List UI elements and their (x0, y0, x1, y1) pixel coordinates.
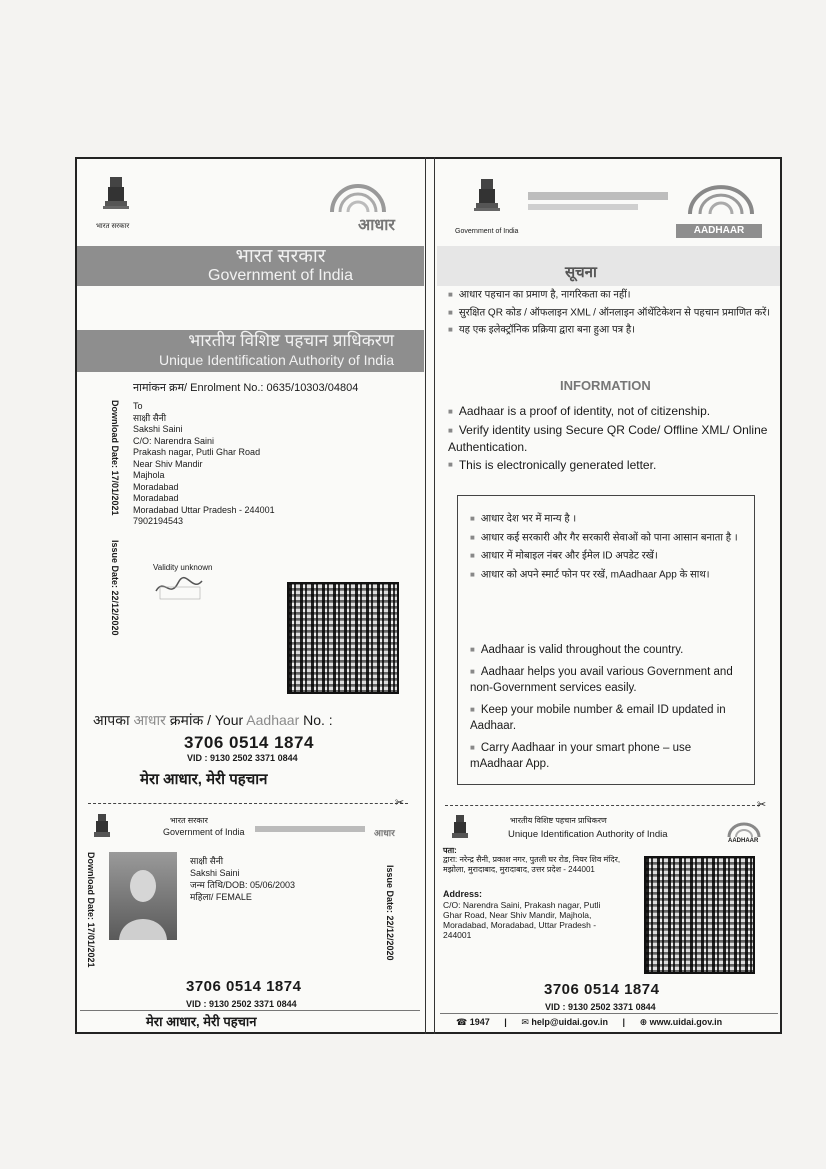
validity-text: Validity unknown (153, 563, 213, 572)
card-tagline: मेरा आधार, मेरी पहचान (146, 1014, 257, 1029)
box-english-item: ■ Carry Aadhaar in your smart phone – use mAadhaar App. (470, 740, 745, 772)
globe-icon: ⊕ (639, 1017, 648, 1027)
address-line: Sakshi Saini (133, 424, 183, 434)
card-issue-date: Issue Date: 22/12/2020 (385, 865, 395, 961)
photo (109, 852, 177, 940)
emblem-caption: भारत सरकार (96, 223, 130, 230)
address-english-label: Address: (443, 889, 483, 899)
address-line: Prakash nagar, Putli Ghar Road (133, 447, 261, 457)
card-dob: जन्म तिथि/DOB: 05/06/2003 (190, 880, 296, 890)
aadhaar-logo-icon (680, 180, 762, 216)
email-icon: ✉ (521, 1017, 529, 1027)
notice-list (448, 288, 773, 338)
card-download-date: Download Date: 17/01/2021 (86, 852, 96, 968)
card-back-aadhaar-number: 3706 0514 1874 (544, 981, 660, 998)
card-aadhaar-number: 3706 0514 1874 (186, 978, 302, 995)
aadhaar-logo-text: AADHAAR (676, 224, 762, 238)
address-line: Moradabad Uttar Pradesh - 244001 (133, 504, 275, 515)
email-address: help@uidai.gov.in (531, 1017, 609, 1027)
govt-english: Government of India (208, 267, 353, 284)
address-hindi-label: पता: (443, 846, 457, 855)
box-english-list (470, 642, 745, 772)
label-part: Aadhaar (246, 712, 300, 728)
notice-header-bar (437, 246, 780, 286)
box-hindi-item: ■ आधार को अपने स्मार्ट फोन पर रखें, mAadhaar App के साथ। (470, 568, 745, 583)
cut-line (88, 803, 408, 804)
address-line: Moradabad (133, 493, 179, 503)
box-hindi-list (470, 512, 745, 583)
emblem-icon (92, 812, 112, 840)
address-line: Near Shiv Mandir (133, 458, 203, 469)
box-hindi-item: ■ आधार में मोबाइल नंबर और ईमेल ID अपडेट रखें। (470, 549, 745, 564)
aadhaar-logo-text: आधार (358, 217, 395, 234)
cut-line (445, 805, 760, 806)
notice-item: ■ आधार पहचान का प्रमाण है, नागरिकता का नहीं। (448, 288, 773, 303)
center-divider (425, 157, 435, 1034)
card-back-vid: VID : 9130 2502 3371 0844 (545, 1002, 656, 1012)
govt-banner (77, 246, 424, 286)
address-english: C/O: Narendra Saini, Prakash nagar, Putli Ghar Road, Near Shiv Mandir, Majhola, Moradabad, Moradabad, Uttar Pradesh - 244001 (443, 900, 601, 940)
notice-title: सूचना (565, 264, 597, 281)
right-emblem-caption: Government of India (455, 228, 519, 235)
label-part: No. : (303, 712, 333, 728)
box-english-item: ■ Aadhaar helps you avail various Government and non-Government services easily. (470, 664, 745, 696)
uidai-english: Unique Identification Authority of India (158, 352, 394, 368)
card-name-hindi: साक्षी सैनी (190, 856, 224, 866)
qr-code (644, 856, 755, 974)
info-list (448, 403, 773, 473)
signature-stamp-icon (152, 573, 207, 601)
card-aadhaar-logo: AADHAAR (728, 838, 759, 844)
address-hindi: द्वारा: नरेन्द्र सैनी, प्रकाश नगर, पुतली घर रोड, नियर शिव मंदिर, मझोला, मुरादाबाद, मुरादाबाद, उत्तर प्रदेश - 244001 (443, 855, 621, 874)
aadhaar-logo-icon (322, 178, 412, 216)
phone-number: 1947 (469, 1017, 490, 1027)
address-line: C/O: Narendra Saini (133, 435, 215, 446)
header-stripe (528, 204, 638, 210)
card-header-stripe (255, 826, 365, 832)
aadhaar-number: 3706 0514 1874 (184, 733, 314, 752)
card-divider (80, 1010, 420, 1011)
issue-date: Issue Date: 22/12/2020 (110, 540, 120, 636)
address-line: Moradabad (133, 481, 179, 492)
header-stripe (528, 192, 668, 200)
scissors-icon: ✂ (757, 799, 767, 811)
card-vid: VID : 9130 2502 3371 0844 (186, 999, 297, 1009)
card-name-english: Sakshi Saini (190, 868, 240, 878)
tagline: मेरा आधार, मेरी पहचान (140, 771, 268, 788)
info-item: ■ Aadhaar is a proof of identity, not of citizenship. (448, 403, 773, 420)
notice-item: ■ सुरक्षित QR कोड / ऑफलाइन XML / ऑनलाइन ऑथेंटिकेशन से पहचान प्रमाणित करें। (448, 306, 773, 321)
card-divider (440, 1013, 778, 1014)
info-box (457, 495, 755, 785)
address-line: साक्षी सैनी (133, 412, 167, 423)
aadhaar-logo-icon (724, 820, 764, 838)
address-line: Majhola (133, 470, 165, 480)
download-date: Download Date: 17/01/2021 (110, 400, 120, 516)
label-part: आधार (133, 712, 166, 728)
card-gender: महिला/ FEMALE (190, 892, 252, 902)
label-part: क्रमांक / Your (169, 712, 244, 728)
recipient-address (133, 401, 383, 528)
box-hindi-item: ■ आधार कई सरकारी और गैर सरकारी सेवाओं को पाना आसान बनाता है । (470, 531, 745, 546)
person-silhouette-icon (109, 852, 177, 940)
info-item: ■ Verify identity using Secure QR Code/ Offline XML/ Online Authentication. (448, 422, 773, 455)
card-govt-hindi: भारत सरकार (170, 816, 208, 825)
box-english-item: ■ Keep your mobile number & email ID updated in Aadhaar. (470, 702, 745, 734)
address-line: To (133, 401, 143, 411)
card-govt-english: Government of India (163, 827, 245, 837)
address-line: 7902194543 (133, 516, 184, 526)
phone-icon: ☎ (456, 1017, 468, 1027)
info-item: ■ This is electronically generated letter. (448, 457, 773, 474)
uidai-banner (77, 330, 424, 372)
govt-hindi: भारत सरकार (235, 246, 326, 267)
scissors-icon: ✂ (395, 797, 405, 809)
uidai-hindi: भारतीय विशिष्ट पहचान प्राधिकरण (188, 331, 394, 350)
box-hindi-item: ■ आधार देश भर में मान्य है । (470, 512, 745, 527)
card-aadhaar-logo: आधार (374, 828, 395, 838)
label-part: आपका (93, 712, 130, 728)
box-english-item: ■ Aadhaar is valid throughout the country. (470, 642, 745, 658)
contact-footer: ☎ 1947 | ✉ help@uidai.gov.in | ⊕ www.uidai.gov.in (456, 1017, 723, 1027)
card-uidai-hindi: भारतीय विशिष्ट पहचान प्राधिकरण (510, 816, 607, 825)
info-title: INFORMATION (560, 378, 651, 393)
qr-code (287, 582, 399, 694)
emblem-icon (472, 177, 502, 217)
emblem-icon (100, 175, 132, 217)
card-uidai-english: Unique Identification Authority of India (508, 829, 668, 840)
enrolment-number: नामांकन क्रम/ Enrolment No.: 0635/10303/04804 (133, 382, 359, 394)
vid-number: VID : 9130 2502 3371 0844 (187, 753, 298, 763)
emblem-icon (450, 813, 470, 841)
notice-item: ■ यह एक इलेक्ट्रॉनिक प्रक्रिया द्वारा बना हुआ पत्र है। (448, 323, 773, 338)
aadhaar-number-label (93, 711, 333, 730)
website: www.uidai.gov.in (649, 1017, 723, 1027)
